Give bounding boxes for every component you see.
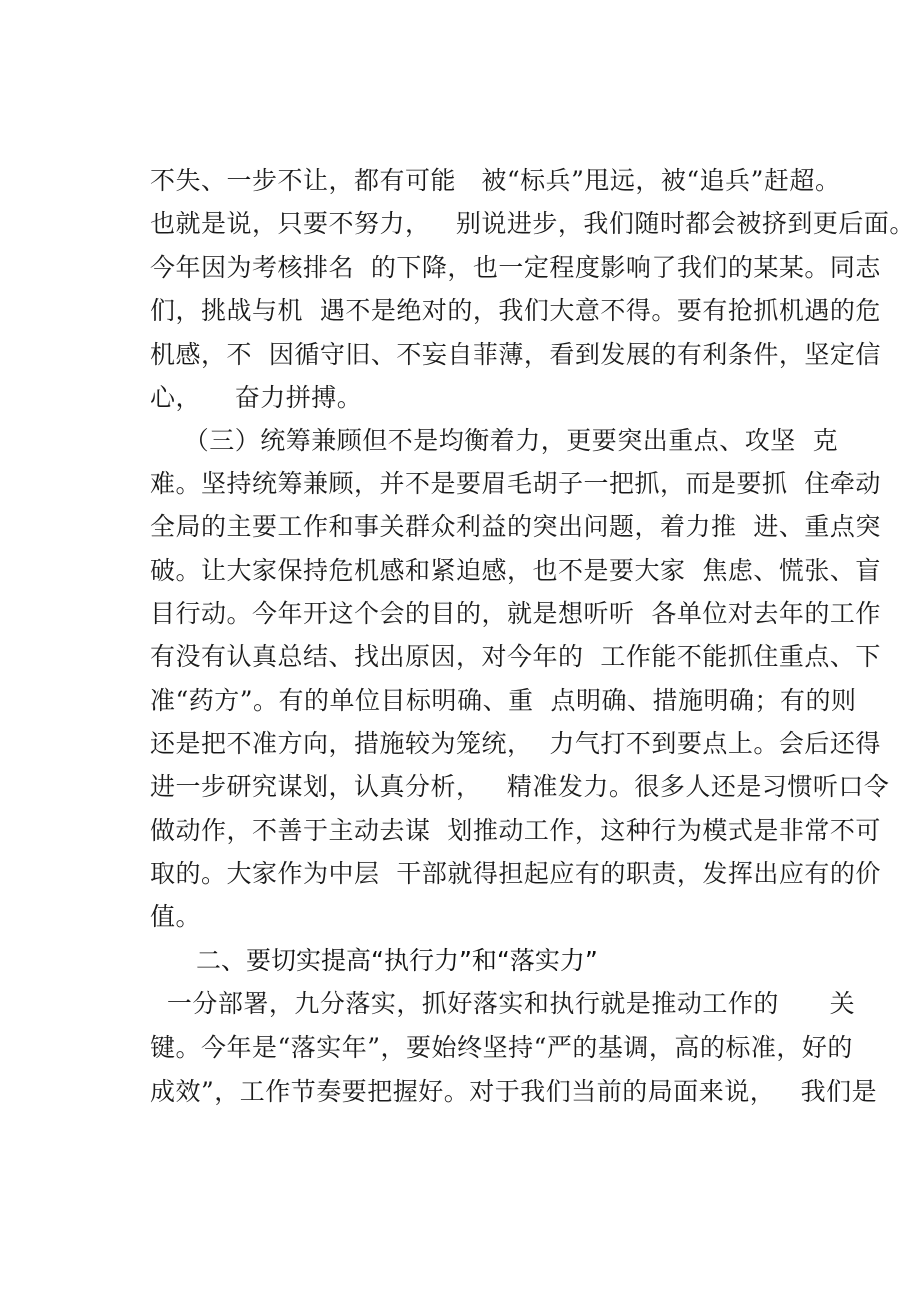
paragraph-1-line-6: 心， 奋力拼搏。 bbox=[150, 383, 363, 412]
paragraph-1-line-1: 不失、一步不让，都有可能 被“标兵”甩远，被“追兵”赶超。 bbox=[150, 166, 841, 195]
paragraph-2-line-2: 难。坚持统筹兼顾，并不是要眉毛胡子一把抓，而是要抓 住牵动 bbox=[150, 469, 881, 498]
paragraph-1-line-3: 今年因为考核排名 的下降，也一定程度影响了我们的某某。同志 bbox=[150, 253, 881, 282]
paragraph-2-line-4: 破。让大家保持危机感和紧迫感，也不是要大家 焦虑、慌张、盲 bbox=[150, 556, 881, 585]
paragraph-2-line-5: 目行动。今年开这个会的目的，就是想听听 各单位对去年的工作 bbox=[150, 599, 881, 628]
paragraph-3-line-1: 一分部署，九分落实，抓好落实和执行就是推动工作的 关 bbox=[150, 989, 856, 1018]
paragraph-3-line-2: 键。今年是“落实年”，要始终坚持“严的基调，高的标准，好的 bbox=[150, 1033, 853, 1062]
paragraph-1-line-4: 们，挑战与机 遇不是绝对的，我们大意不得。要有抢抓机遇的危 bbox=[150, 296, 881, 325]
paragraph-2-line-9: 进一步研究谋划，认真分析， 精准发力。很多人还是习惯听口令 bbox=[150, 772, 890, 801]
paragraph-3-line-3: 成效”，工作节奏要把握好。对于我们当前的局面来说， 我们是 bbox=[150, 1077, 878, 1106]
paragraph-2-line-6: 有没有认真总结、找出原因，对今年的 工作能不能抓住重点、下 bbox=[150, 642, 881, 671]
paragraph-1-line-2: 也就是说，只要不努力， 别说进步，我们随时都会被挤到更后面。 bbox=[150, 209, 915, 238]
section-heading: 二、要切实提高“执行力”和“落实力” bbox=[196, 946, 598, 975]
paragraph-2-line-3: 全局的主要工作和事关群众利益的突出问题，着力推 进、重点突 bbox=[150, 512, 881, 541]
paragraph-2-line-8: 还是把不准方向，措施较为笼统， 力气打不到要点上。会后还得 bbox=[150, 729, 881, 758]
paragraph-2-line-1: （三）统筹兼顾但不是均衡着力，更要突出重点、攻坚 克 bbox=[150, 426, 839, 455]
paragraph-2-line-7: 准“药方”。有的单位目标明确、重 点明确、措施明确；有的则 bbox=[150, 686, 857, 715]
paragraph-2-line-11: 取的。大家作为中层 干部就得担起应有的职责，发挥出应有的价 bbox=[150, 859, 881, 888]
paragraph-2-line-12: 值。 bbox=[150, 902, 202, 931]
paragraph-1-line-5: 机感，不 因循守旧、不妄自菲薄，看到发展的有利条件，坚定信 bbox=[150, 340, 881, 369]
paragraph-2-line-10: 做动作，不善于主动去谋 划推动工作，这种行为模式是非常不可 bbox=[150, 816, 881, 845]
